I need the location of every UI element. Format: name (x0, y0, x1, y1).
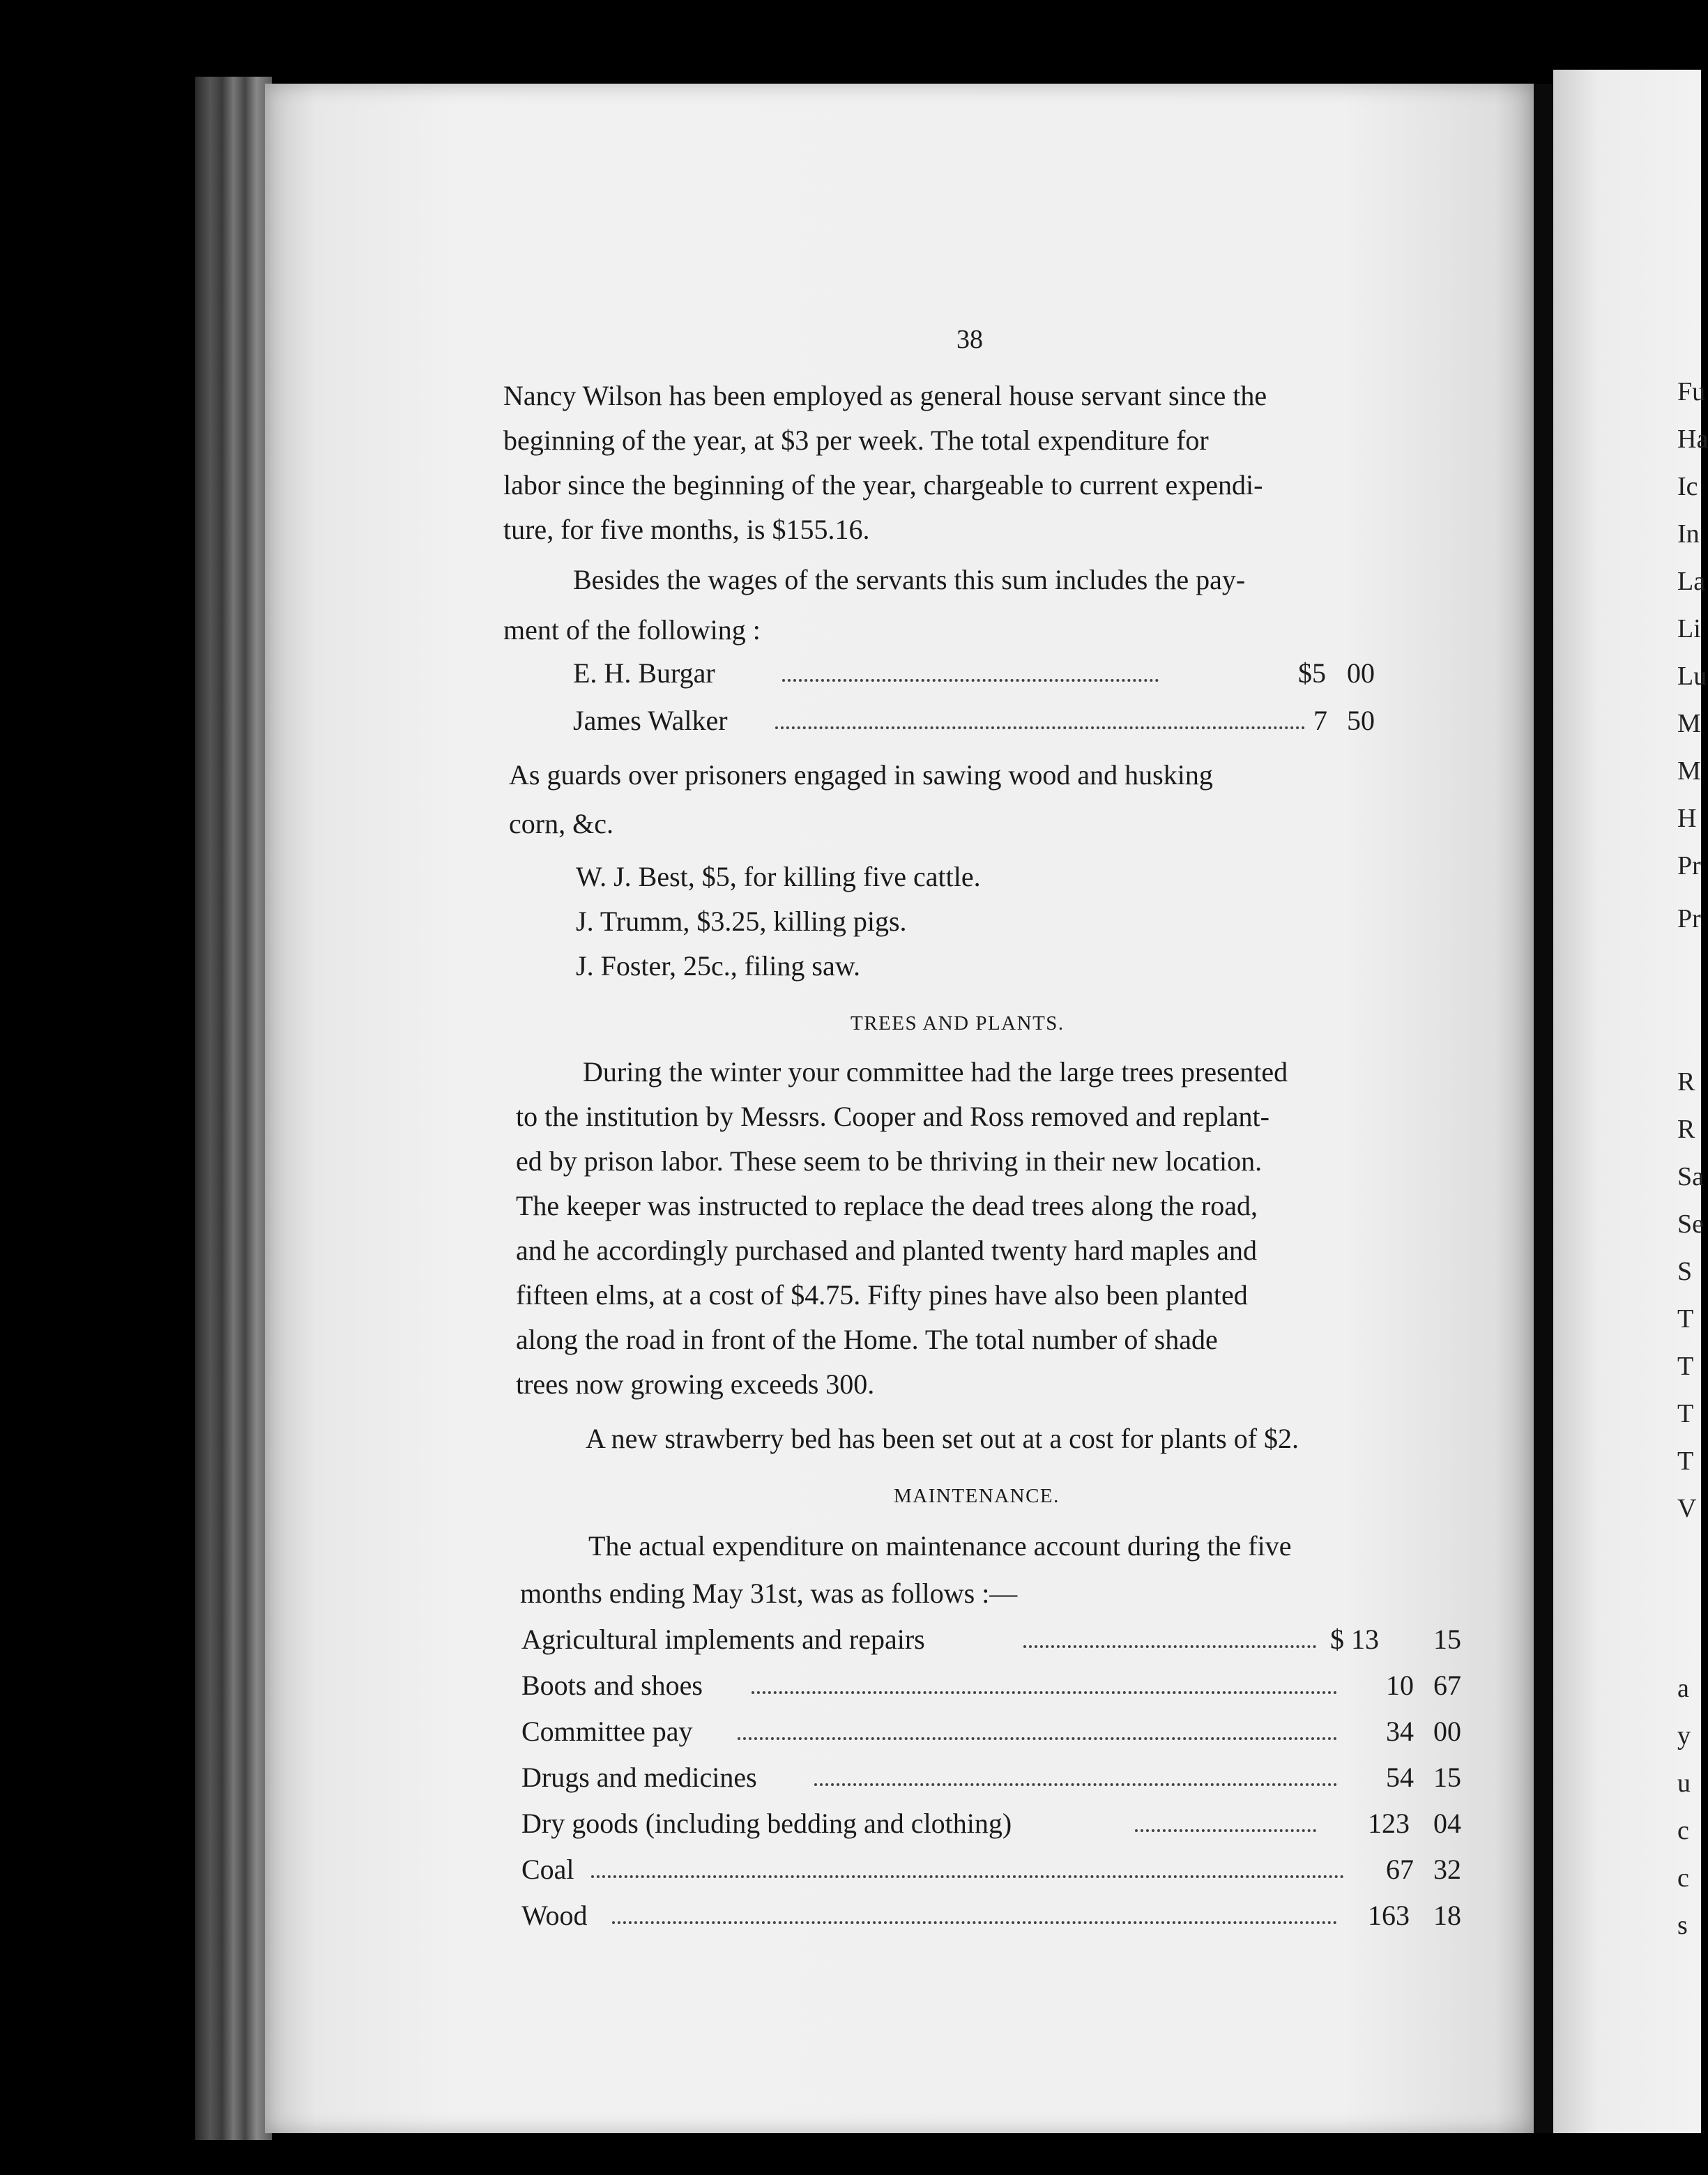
expense-row (521, 1663, 1470, 1708)
payment-cents: 00 (1347, 657, 1375, 689)
expense-label: Committee pay (521, 1716, 693, 1747)
right-page-fragment: Sa (1677, 1162, 1704, 1191)
text-line: labor since the beginning of the year, chargeable to current expendi- (503, 469, 1263, 501)
right-page-fragment: S (1677, 1257, 1693, 1286)
expense-row (521, 1893, 1470, 1938)
payment-dollars: $5 (1298, 657, 1326, 689)
right-page-fragment: R (1677, 1067, 1695, 1097)
expense-cents: 67 (1433, 1670, 1461, 1701)
right-page-fragment: Pr (1677, 904, 1701, 933)
right-page-fragment: Li (1677, 614, 1701, 643)
right-page-fragment: T (1677, 1352, 1694, 1381)
text-line: ed by prison labor. These seem to be thriving in their new location. (516, 1145, 1263, 1177)
right-page-fragment: u (1677, 1769, 1691, 1798)
expense-row (521, 1847, 1470, 1892)
text-line: The actual expenditure on maintenance account during the five (588, 1530, 1292, 1562)
right-page-fragment: T (1677, 1399, 1694, 1428)
dot-leader (1023, 1645, 1316, 1648)
expense-label: Drugs and medicines (521, 1762, 757, 1793)
expense-dollars: 67 (1386, 1854, 1414, 1885)
section-heading-maintenance: MAINTENANCE. (894, 1485, 1060, 1507)
right-page-fragment: y (1677, 1721, 1691, 1750)
right-page-fragment: Ha (1677, 425, 1708, 454)
expense-dollars: 10 (1386, 1670, 1414, 1701)
text-line: As guards over prisoners engaged in sawing wood and husking (509, 759, 1213, 791)
text-line: along the road in front of the Home. The total number of shade (516, 1324, 1218, 1355)
expense-label: Wood (521, 1900, 588, 1931)
right-page-fragment: s (1677, 1911, 1688, 1940)
expense-row (521, 1755, 1470, 1800)
dot-leader (782, 679, 1159, 682)
right-page-fragment: H (1677, 804, 1697, 833)
payment-name: E. H. Burgar (573, 657, 715, 689)
expense-cents: 00 (1433, 1716, 1461, 1747)
right-page-fragment: V (1677, 1494, 1697, 1523)
expense-label: Dry goods (including bedding and clothing) (521, 1808, 1012, 1839)
right-page-fragment: Se (1677, 1209, 1704, 1239)
expense-row (521, 1709, 1470, 1754)
payment-row (573, 699, 1396, 743)
dot-leader (814, 1783, 1337, 1786)
payment-dollars: 7 (1313, 705, 1327, 736)
text-line: J. Trumm, $3.25, killing pigs. (576, 906, 907, 937)
right-page-fragment: M (1677, 756, 1701, 786)
expense-dollars: $ 13 (1330, 1624, 1379, 1655)
page-number: 38 (956, 325, 983, 354)
expense-dollars: 123 (1368, 1808, 1410, 1839)
expense-row (521, 1801, 1470, 1846)
right-page-fragment: In (1677, 519, 1700, 549)
text-line: fifteen elms, at a cost of $4.75. Fifty pines have also been planted (516, 1279, 1248, 1311)
right-page-fragment: La (1677, 567, 1706, 596)
payment-cents: 50 (1347, 705, 1375, 736)
text-line: The keeper was instructed to replace the dead trees along the road, (516, 1190, 1258, 1221)
expense-label: Agricultural implements and repairs (521, 1624, 925, 1655)
right-page-fragment: Ic (1677, 472, 1698, 501)
section-heading-trees: TREES AND PLANTS. (851, 1012, 1065, 1035)
expense-row (521, 1617, 1470, 1662)
expense-cents: 32 (1433, 1854, 1461, 1885)
right-page-fragment: Pr (1677, 851, 1701, 880)
payment-row (573, 651, 1396, 696)
expense-cents: 18 (1433, 1900, 1461, 1931)
text-line: Besides the wages of the servants this sum includes the pay- (573, 564, 1246, 595)
text-line: ture, for five months, is $155.16. (503, 514, 870, 545)
text-line: W. J. Best, $5, for killing five cattle. (576, 861, 981, 892)
dot-leader (612, 1921, 1337, 1924)
right-page-fragment: T (1677, 1447, 1694, 1476)
text-line: corn, &c. (509, 808, 613, 839)
payment-name: James Walker (573, 705, 728, 736)
expense-dollars: 163 (1368, 1900, 1410, 1931)
dot-leader (752, 1691, 1337, 1694)
dot-leader (1135, 1829, 1316, 1832)
dot-leader (738, 1737, 1337, 1740)
dot-leader (591, 1875, 1344, 1878)
right-page-fragment: c (1677, 1816, 1689, 1845)
expense-label: Coal (521, 1854, 574, 1885)
right-page-fragment: c (1677, 1863, 1689, 1893)
expense-cents: 15 (1433, 1624, 1461, 1655)
expense-label: Boots and shoes (521, 1670, 703, 1701)
right-page-fragment: Fu (1677, 377, 1706, 406)
expense-dollars: 34 (1386, 1716, 1414, 1747)
text-line: A new strawberry bed has been set out at a cost for plants of $2. (586, 1423, 1299, 1454)
text-line: During the winter your committee had the large trees presented (583, 1056, 1288, 1088)
expense-dollars: 54 (1386, 1762, 1414, 1793)
text-line: J. Foster, 25c., filing saw. (576, 950, 860, 982)
text-line: and he accordingly purchased and planted twenty hard maples and (516, 1235, 1257, 1266)
right-page-fragment: R (1677, 1115, 1695, 1144)
expense-cents: 15 (1433, 1762, 1461, 1793)
text-line: trees now growing exceeds 300. (516, 1368, 875, 1400)
right-page-fragment: Lu (1677, 662, 1707, 691)
right-page-fragment: a (1677, 1674, 1689, 1703)
dot-leader (775, 726, 1305, 729)
text-line: ment of the following : (503, 614, 761, 646)
text-line: Nancy Wilson has been employed as general house servant since the (503, 380, 1267, 411)
text-line: months ending May 31st, was as follows :— (520, 1578, 1018, 1609)
right-page-fragment: M (1677, 709, 1701, 738)
right-page-fragment: T (1677, 1304, 1694, 1334)
text-line: beginning of the year, at $3 per week. The total expenditure for (503, 425, 1209, 456)
expense-cents: 04 (1433, 1808, 1461, 1839)
text-line: to the institution by Messrs. Cooper and Ross removed and replant- (516, 1101, 1269, 1132)
